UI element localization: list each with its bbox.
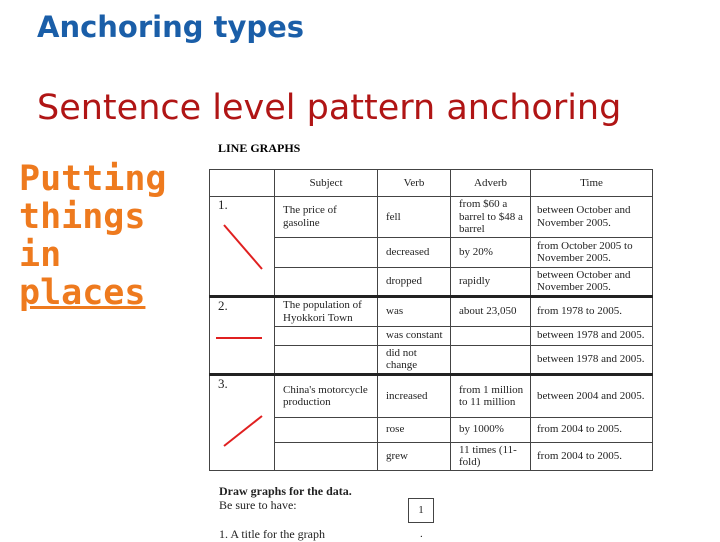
verb-cell: did not change — [378, 345, 451, 374]
adverb-cell: by 20% — [451, 237, 531, 267]
subject-cell — [275, 345, 378, 374]
subject-cell: China's motorcycle production — [275, 374, 378, 417]
side-caption — [19, 160, 184, 312]
adverb-cell: by 1000% — [451, 417, 531, 442]
verb-cell: was — [378, 296, 451, 326]
adverb-cell: from $60 a barrel to $48 a barrel — [451, 197, 531, 238]
verb-cell: increased — [378, 374, 451, 417]
adverb-cell: from 1 million to 11 million — [451, 374, 531, 417]
falling-line-icon — [210, 197, 274, 277]
instructions-item: 1. A title for the graph — [219, 527, 325, 541]
time-cell: between 2004 and 2005. — [531, 374, 653, 417]
group-number: 2. — [218, 297, 228, 313]
slide-subtitle: Sentence level pattern anchoring — [37, 88, 622, 128]
slide-title: Anchoring types — [37, 10, 305, 44]
adverb-cell: about 23,050 — [451, 296, 531, 326]
verb-cell: fell — [378, 197, 451, 238]
worksheet-table — [209, 169, 653, 471]
adverb-cell — [451, 326, 531, 345]
subject-cell — [275, 326, 378, 345]
table-row — [210, 197, 653, 238]
header-time: Time — [531, 170, 653, 197]
subject-cell — [275, 267, 378, 296]
table-row — [210, 442, 653, 470]
side-caption-line: in — [19, 235, 62, 275]
worksheet-heading: LINE GRAPHS — [218, 141, 301, 155]
verb-cell: dropped — [378, 267, 451, 296]
graph-cell — [210, 296, 275, 374]
time-cell: between October and November 2005. — [531, 197, 653, 238]
table-header-row — [210, 170, 653, 197]
verb-cell: was constant — [378, 326, 451, 345]
table-row — [210, 374, 653, 417]
group-number: 3. — [218, 375, 228, 391]
side-caption-line: places — [19, 273, 146, 313]
verb-cell: decreased — [378, 237, 451, 267]
time-cell: between 1978 and 2005. — [531, 345, 653, 374]
time-cell: from 2004 to 2005. — [531, 442, 653, 470]
subject-cell — [275, 237, 378, 267]
side-caption-line: things — [19, 197, 146, 237]
subject-cell — [275, 417, 378, 442]
time-cell: from 2004 to 2005. — [531, 417, 653, 442]
adverb-cell: rapidly — [451, 267, 531, 296]
subject-cell: The price of gasoline — [275, 197, 378, 238]
page-dot: . — [420, 528, 423, 540]
instructions-subtitle: Be sure to have: — [219, 498, 297, 512]
verb-cell: grew — [378, 442, 451, 470]
graph-cell — [210, 374, 275, 470]
verb-cell: rose — [378, 417, 451, 442]
table-row — [210, 417, 653, 442]
graph-cell — [210, 197, 275, 297]
header-graph — [210, 170, 275, 197]
table-row — [210, 296, 653, 326]
table-row — [210, 237, 653, 267]
subject-cell: The population of Hyokkori Town — [275, 296, 378, 326]
subject-cell — [275, 442, 378, 470]
flat-line-icon — [210, 298, 274, 378]
table-row — [210, 267, 653, 296]
time-cell: between 1978 and 2005. — [531, 326, 653, 345]
rising-line-icon — [210, 376, 274, 456]
instructions-title: Draw graphs for the data. — [219, 484, 352, 498]
header-subject: Subject — [275, 170, 378, 197]
table-row — [210, 326, 653, 345]
header-verb: Verb — [378, 170, 451, 197]
page-number-box: 1 — [408, 498, 434, 523]
side-caption-line: Putting — [19, 159, 167, 199]
adverb-cell: 11 times (11-fold) — [451, 442, 531, 470]
header-adverb: Adverb — [451, 170, 531, 197]
time-cell: from 1978 to 2005. — [531, 296, 653, 326]
time-cell: between October and November 2005. — [531, 267, 653, 296]
adverb-cell — [451, 345, 531, 374]
time-cell: from October 2005 to November 2005. — [531, 237, 653, 267]
group-number: 1. — [218, 197, 228, 212]
table-row — [210, 345, 653, 374]
